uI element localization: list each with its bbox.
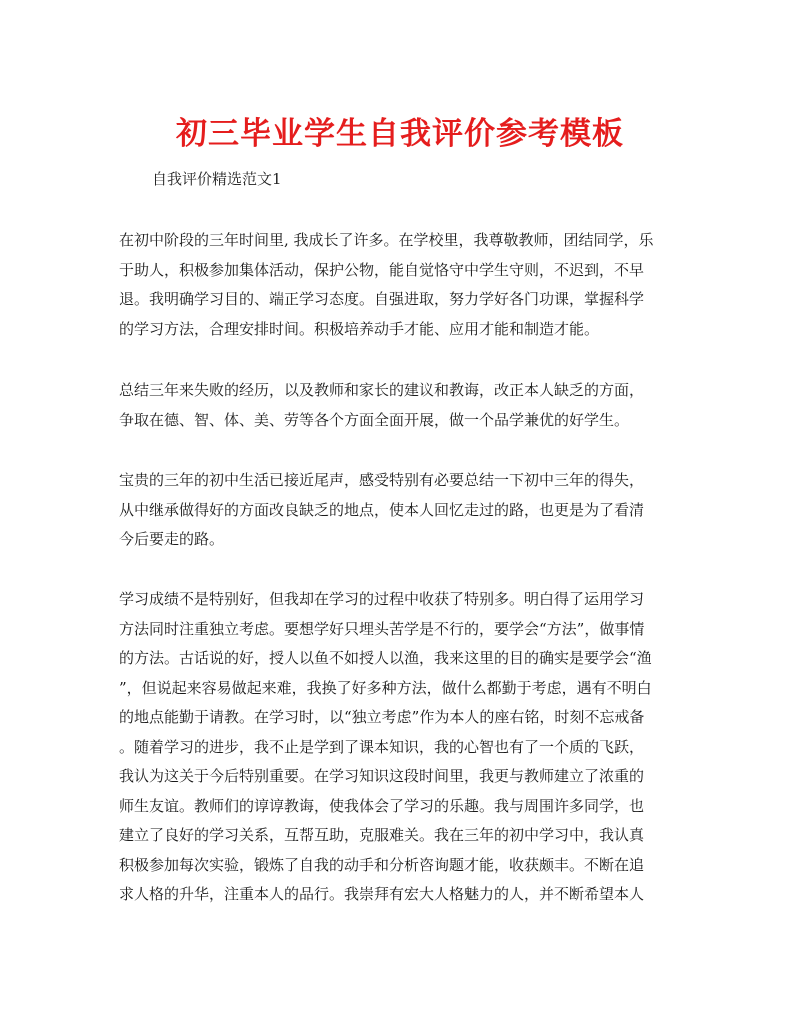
paragraph-line: 宝贵的三年的初中生活已接近尾声，感受特别有必要总结一下初中三年的得失，: [119, 471, 645, 489]
paragraph-line: 我认为这关于今后特别重要。在学习知识这段时间里，我更与教师建立了浓重的: [119, 767, 645, 785]
document-subtitle: 自我评价精选范文1: [152, 170, 282, 188]
paragraph-line: 争取在德、智、体、美、劳等各个方面全面开展，做一个品学兼优的好学生。: [119, 410, 630, 429]
paragraph-line: 求人格的升华，注重本人的品行。我崇拜有宏大人格魅力的人，并不断希望本人: [119, 885, 645, 903]
paragraph-line: 的学习方法，合理安排时间。积极培养动手才能、应用才能和制造才能。: [119, 319, 600, 338]
paragraph-line: 积极参加每次实验，锻炼了自我的动手和分析咨询题才能，收获颇丰。不断在追: [119, 855, 645, 874]
paragraph-line: 的方法。古话说的好，授人以鱼不如授人以渔，我来这里的目的确实是要学会“渔: [119, 649, 652, 667]
document-title: 初三毕业学生自我评价参考模板: [176, 116, 624, 152]
paragraph-4: [119, 585, 681, 910]
paragraph-line: 学习成绩不是特别好，但我却在学习的过程中收获了特别多。明白得了运用学习: [119, 590, 645, 608]
paragraph-line: 今后要走的路。: [119, 530, 225, 548]
paragraph-line: 方法同时注重独立考虑。要想学好只埋头苦学是不行的，要学会“方法”，做事情: [119, 619, 645, 638]
paragraph-line: 总结三年来失败的经历，以及教师和家长的建议和教诲，改正本人缺乏的方面，: [119, 381, 645, 399]
paragraph-line: 师生友谊。教师们的谆谆教诲，使我体会了学习的乐趣。我与周围许多同学，也: [119, 796, 645, 815]
paragraph-line: 。随着学习的进步，我不止是学到了课本知识，我的心智也有了一个质的飞跃，: [119, 737, 645, 756]
paragraph-line: 退。我明确学习目的、端正学习态度。自强进取，努力学好各门功课，掌握科学: [119, 290, 645, 308]
paragraph-line: 建立了良好的学习关系，互帮互助，克服难关。我在三年的初中学习中，我认真: [119, 826, 645, 844]
paragraph-line: 的地点能勤于请教。在学习时，以“独立考虑”作为本人的座右铭，时刻不忘戒备: [119, 708, 645, 726]
paragraph-line: 在初中阶段的三年时间里, 我成长了许多。在学校里，我尊敬教师，团结同学，乐: [119, 231, 654, 249]
paragraph-3: [119, 466, 681, 555]
paragraph-1: [119, 226, 681, 344]
paragraph-line: 从中继承做得好的方面改良缺乏的地点，使本人回忆走过的路，也更是为了看清: [119, 500, 645, 519]
paragraph-line: 于助人，积极参加集体活动，保护公物，能自觉恪守中学生守则，不迟到，不早: [119, 260, 645, 279]
paragraph-2: [119, 376, 681, 435]
paragraph-line: ”，但说起来容易做起来难，我换了好多种方法，做什么都勤于考虑，遇有不明白: [119, 678, 652, 697]
